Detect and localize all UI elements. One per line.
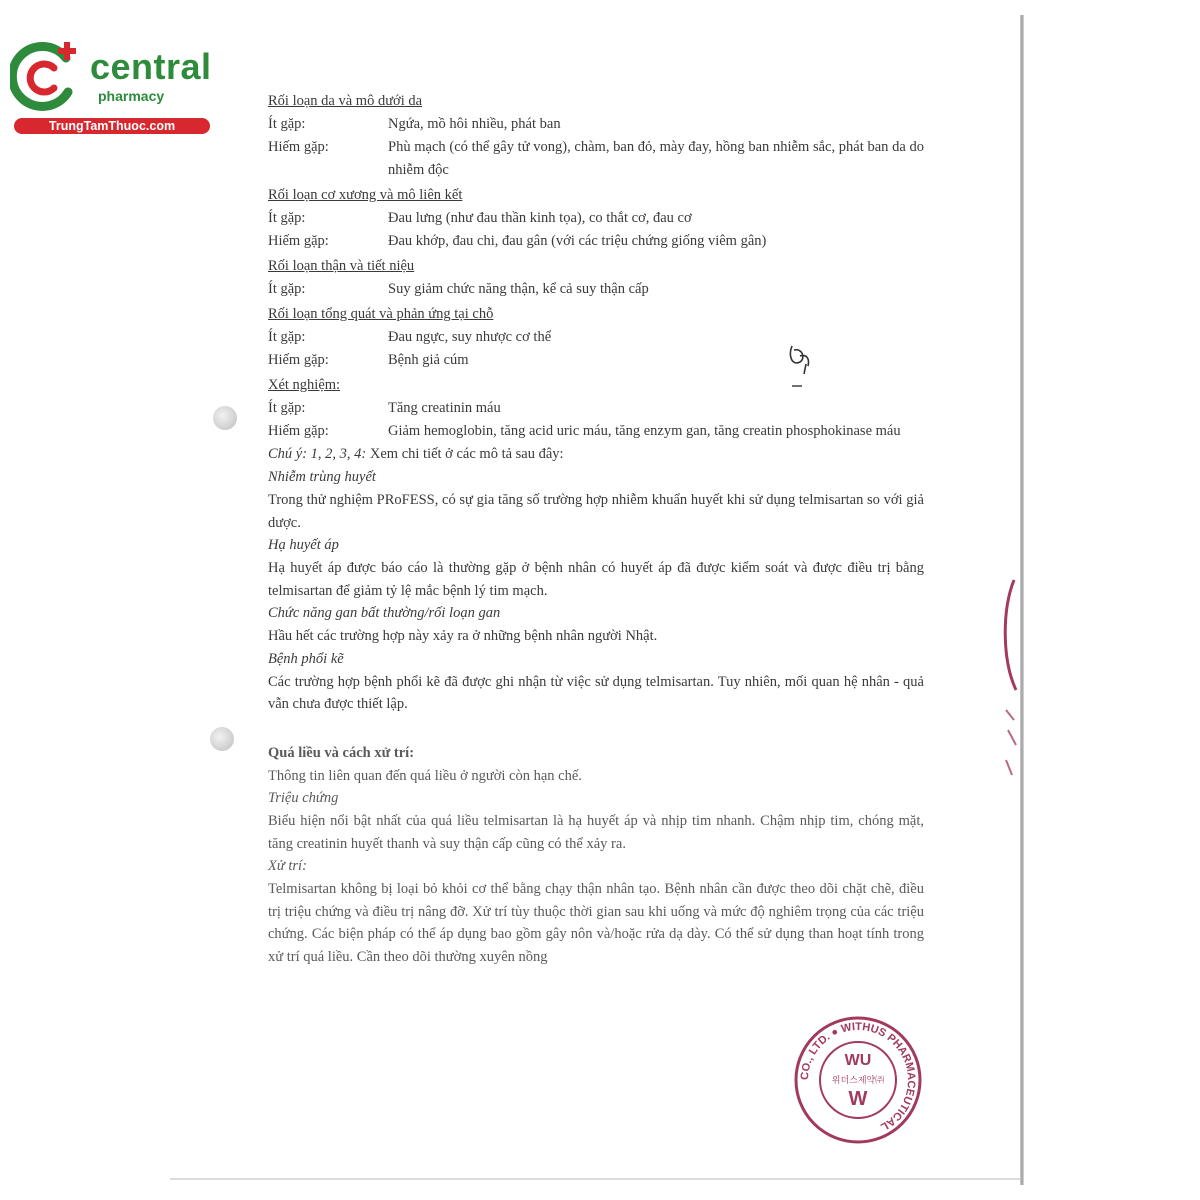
frequency-label: Ít gặp: xyxy=(268,210,306,226)
stamp-center-bottom: W xyxy=(848,1088,868,1110)
effect-row xyxy=(268,207,924,230)
punch-hole xyxy=(210,727,234,751)
effect-row xyxy=(268,136,924,182)
frequency-label: Hiếm gặp: xyxy=(268,139,329,155)
central-logo-mark-icon xyxy=(10,38,90,116)
effect-text: Đau lưng (như đau thần kinh tọa), co thắt cơ, đau cơ xyxy=(388,210,692,226)
section-title: Xét nghiệm: xyxy=(268,377,341,393)
treatment-title: Xử trí: xyxy=(268,858,307,874)
frequency-label: Hiếm gặp: xyxy=(268,423,329,439)
effect-text: Suy giảm chức năng thận, kể cả suy thận cấp xyxy=(388,281,649,297)
frequency-label: Ít gặp: xyxy=(268,281,306,297)
logo-name: central xyxy=(90,46,212,87)
effect-row xyxy=(268,230,924,253)
overdose-intro: Thông tin liên quan đến quá liều ở người còn hạn chế. xyxy=(268,767,582,784)
punch-hole xyxy=(213,406,237,430)
note-title: Bệnh phổi kẽ xyxy=(268,650,344,667)
symptoms-title: Triệu chứng xyxy=(268,790,339,806)
frequency-label: Ít gặp: xyxy=(268,116,306,132)
note-line xyxy=(268,443,924,466)
effect-row xyxy=(268,278,924,301)
note-paragraph: Hạ huyết áp được báo cáo là thường gặp ở bệnh nhân có huyết áp đã được kiểm soát và được điều trị bằng telmisartan để giảm tỷ lệ mắc bệnh lý tim mạch. xyxy=(268,560,924,599)
note-paragraph: Trong thử nghiệm PRoFESS, có sự gia tăng số trường hợp nhiễm khuẩn huyết khi sử dụng telmisartan so với giả dược. xyxy=(268,492,924,531)
effect-row xyxy=(268,420,924,443)
logo-url-badge[interactable]: TrungTamThuoc.com xyxy=(14,118,210,134)
effect-text: Phù mạch (có thể gây tử vong), chàm, ban đỏ, mày đay, hồng ban nhiễm sắc, phát ban da do nhiễm độc xyxy=(388,139,924,178)
stamp-ring-text: CO., LTD. ● WITHUS PHARMACEUTICAL xyxy=(798,1020,918,1133)
stamp-center-mid: 위더스제약㈜ xyxy=(831,1076,885,1086)
note-title: Hạ huyết áp xyxy=(268,537,339,553)
paper-bottom-edge xyxy=(170,1178,1020,1180)
frequency-label: Hiếm gặp: xyxy=(268,233,329,249)
section-title: Rối loạn thận và tiết niệu xyxy=(268,258,415,274)
frequency-label: Hiếm gặp: xyxy=(268,352,329,368)
section-title: Rối loạn cơ xương và mô liên kết xyxy=(268,187,463,203)
paper-edge xyxy=(1020,15,1024,1185)
note-text: Xem chi tiết ở các mô tả sau đây: xyxy=(366,446,564,462)
effect-text: Đau ngực, suy nhược cơ thể xyxy=(388,329,552,345)
symptoms-paragraph: Biểu hiện nổi bật nhất của quá liều telmisartan là hạ huyết áp và nhịp tim nhanh. Chậm nhịp tim, chóng mặt, tăng creatinin huyết thanh và suy thận cấp cũng có thể xảy ra. xyxy=(268,813,924,852)
note-paragraph: Hầu hết các trường hợp này xảy ra ở những bệnh nhân người Nhật. xyxy=(268,628,658,644)
effect-row xyxy=(268,326,924,349)
note-paragraph: Các trường hợp bệnh phổi kẽ đã được ghi nhận từ việc sử dụng telmisartan. Tuy nhiên, mối quan hệ nhân - quả vẫn chưa được thiết lập. xyxy=(268,673,924,712)
frequency-label: Ít gặp: xyxy=(268,400,306,416)
section-title: Rối loạn tổng quát và phản ứng tại chỗ xyxy=(268,306,494,322)
effect-text: Bệnh giả cúm xyxy=(388,352,469,368)
note-title: Chức năng gan bất thường/rối loạn gan xyxy=(268,605,501,621)
central-pharmacy-logo xyxy=(10,38,215,136)
effect-text: Đau khớp, đau chi, đau gân (với các triệu chứng giống viêm gân) xyxy=(388,233,767,249)
frequency-label: Ít gặp: xyxy=(268,329,306,345)
section-title: Rối loạn da và mô dưới da xyxy=(268,93,423,109)
logo-subtitle: pharmacy xyxy=(98,88,165,104)
note-title: Nhiễm trùng huyết xyxy=(268,469,376,485)
effect-text: Giảm hemoglobin, tăng acid uric máu, tăng enzym gan, tăng creatin phosphokinase máu xyxy=(388,423,901,439)
company-stamp xyxy=(793,1015,923,1145)
overdose-title: Quá liều và cách xử trí: xyxy=(268,744,415,761)
side-stamp-fragment xyxy=(1000,570,1020,790)
note-prefix: Chú ý: 1, 2, 3, 4: xyxy=(268,446,367,462)
effect-row xyxy=(268,113,924,136)
stamp-center-top: WU xyxy=(844,1052,872,1069)
document-body xyxy=(268,88,924,968)
effect-row xyxy=(268,397,924,420)
effect-text: Tăng creatinin máu xyxy=(388,400,501,416)
effect-text: Ngứa, mồ hôi nhiều, phát ban xyxy=(388,116,561,132)
treatment-paragraph: Telmisartan không bị loại bỏ khỏi cơ thể bằng chạy thận nhân tạo. Bệnh nhân cần được theo dõi chặt chẽ, điều trị triệu chứng và điều trị nâng đỡ. Xử trí tùy thuộc thời gian sau khi uống và mức độ nghiêm trọng của các triệu chứng. Các biện pháp có thể áp dụng bao gồm gây nôn và/hoặc rửa dạ dày. Có thể sử dụng than hoạt tính trong xử trí quá liều. Cần theo dõi thường xuyên nồng xyxy=(268,881,924,965)
effect-row xyxy=(268,349,924,372)
